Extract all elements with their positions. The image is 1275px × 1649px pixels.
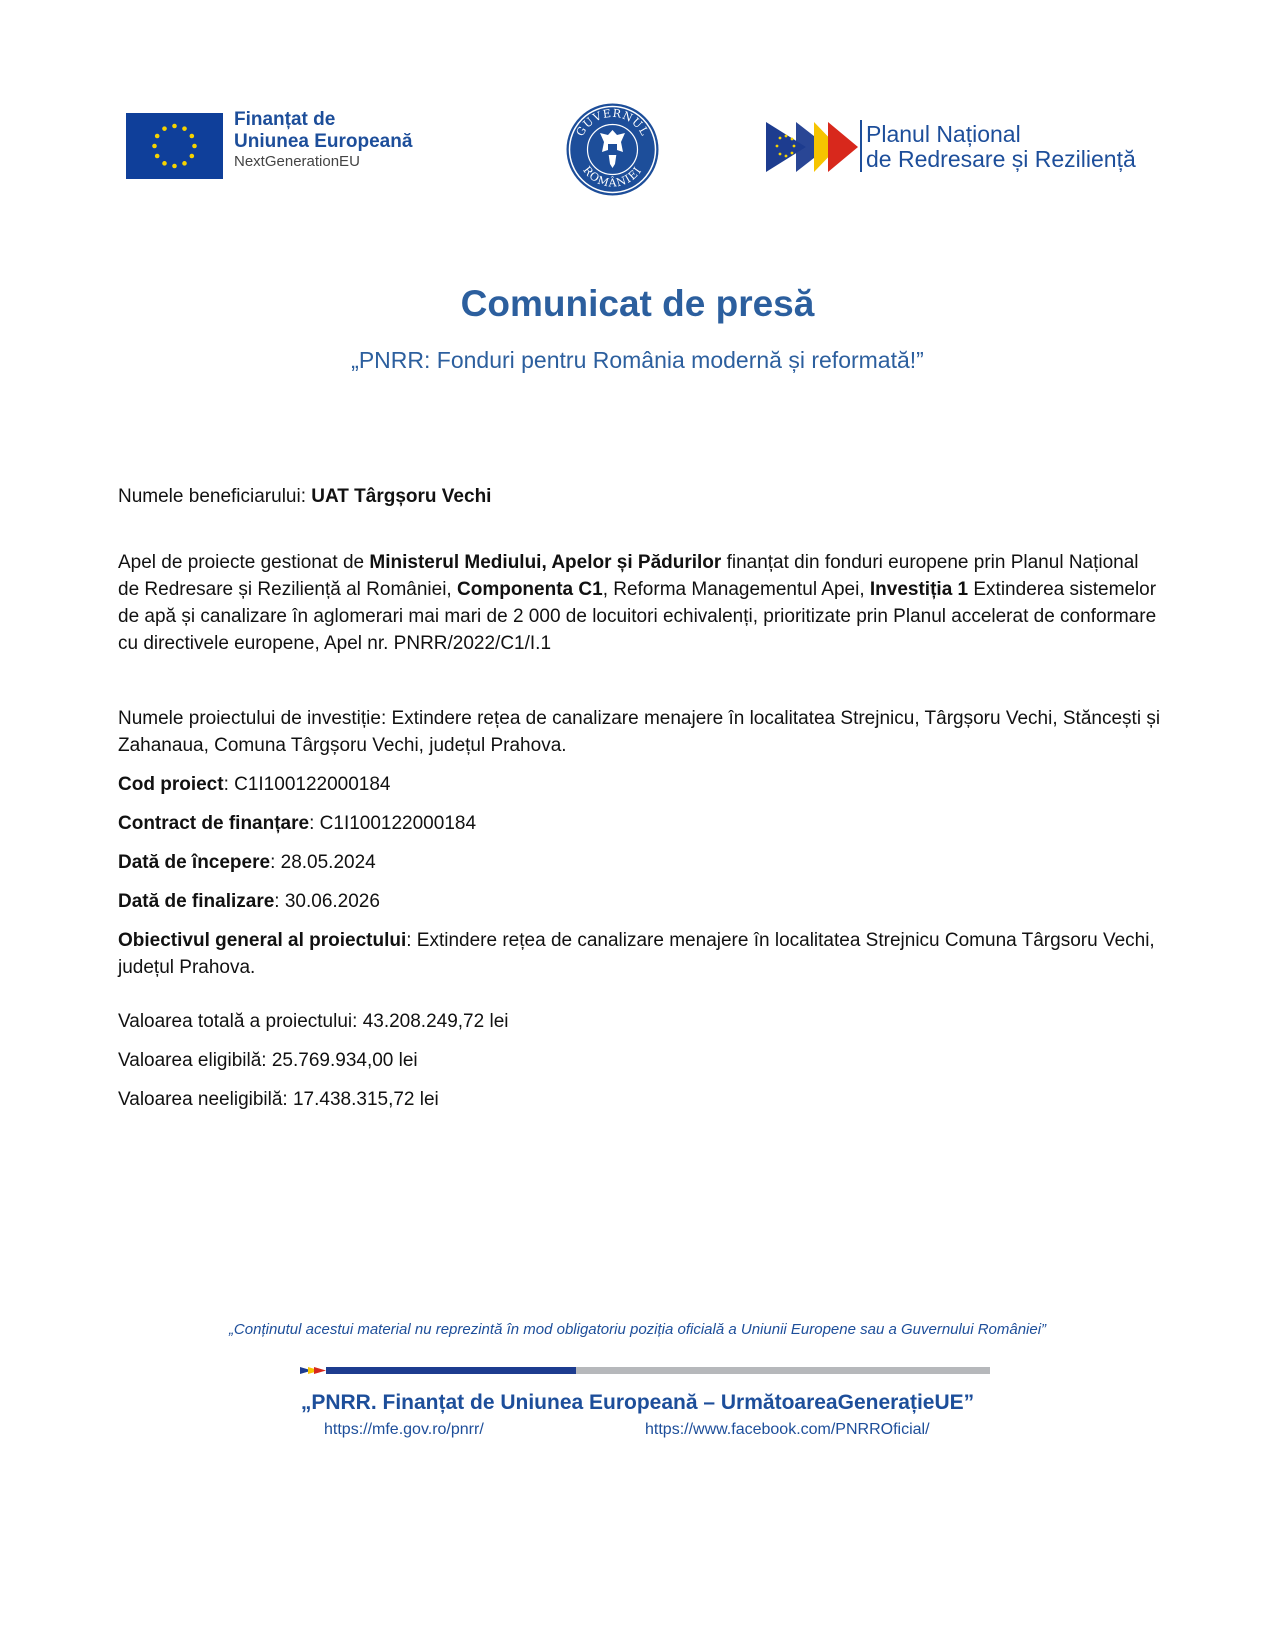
eu-flag-icon	[126, 113, 223, 179]
eu-star-icon	[182, 126, 187, 131]
call-text-2: finanțat din fonduri europene prin Planul Național de Redresare și Reziliență al României,	[118, 552, 1139, 600]
eu-logo-line2: Uniunea Europeană	[234, 131, 413, 152]
call-paragraph	[118, 549, 1163, 657]
eu-star-icon	[155, 134, 160, 139]
project-name-value: Extindere rețea de canalizare menajere în localitatea Strejnicu, Târgșoru Vechi, Stăncești și Zahanaua, Comuna Târgșoru Vechi, județul Prahova.	[118, 708, 1161, 756]
eu-logo-line1: Finanțat de	[234, 109, 336, 130]
footer-divider-bar	[300, 1361, 990, 1368]
call-text-3: , Reforma Managementul Apei,	[602, 579, 870, 600]
field-label: Dată de finalizare	[118, 891, 275, 912]
field-value: : C1I100122000184	[309, 813, 477, 834]
beneficiary-label: Numele beneficiarului:	[118, 486, 312, 507]
field-label: Cod proiect	[118, 774, 224, 795]
project-name-label: Numele proiectului de investiție:	[118, 708, 392, 729]
eu-star-icon	[162, 126, 167, 131]
page-title: Comunicat de presă	[460, 283, 815, 324]
field-value: : C1I100122000184	[223, 774, 391, 795]
objective-paragraph	[118, 927, 1163, 981]
eu-star-icon	[182, 161, 187, 166]
footer-link-mfe[interactable]: https://mfe.gov.ro/pnrr/	[324, 1421, 484, 1438]
field-financing-contract	[118, 810, 1163, 837]
field-value: : 30.06.2026	[274, 891, 380, 912]
field-project-code	[118, 771, 1163, 798]
project-name-paragraph	[118, 705, 1163, 759]
eu-star-icon	[162, 161, 167, 166]
footer-slogan: „PNRR. Finanțat de Uniunea Europeană – UrmătoareaGenerațieUE”	[300, 1391, 975, 1414]
footer-disclaimer: „Conținutul acestui material nu reprezintă în mod obligatoriu poziția oficială a Uniunii Europene sau a Guvernului României”	[228, 1321, 1047, 1338]
ineligible-value: Valoarea neeligibilă: 17.438.315,72 lei	[118, 1089, 439, 1110]
call-component: Componenta C1	[457, 579, 603, 600]
seal-bottom-text: ROMÂNIEI	[580, 163, 645, 190]
total-value: Valoarea totală a proiectului: 43.208.249,72 lei	[118, 1011, 509, 1032]
call-text-1: Apel de proiecte gestionat de	[118, 552, 370, 573]
field-label: Contract de finanțare	[118, 813, 310, 834]
call-text-4: Extinderea sistemelor de apă și canalizare în aglomerari mai mari de 2 000 de locuitori echivalenți, prioritizate prin Planul accelerat de conformare cu directivele europene, Apel nr. PNRR/2022/C1/I.1	[118, 579, 1157, 654]
eligible-value: Valoarea eligibilă: 25.769.934,00 lei	[118, 1050, 418, 1071]
pnrr-logo-line2: de Redresare și Reziliență	[866, 146, 1136, 172]
eu-star-icon	[152, 144, 157, 149]
pnrr-logo-line1: Planul Național	[866, 121, 1021, 147]
eu-star-icon	[172, 124, 177, 129]
seal-top-text: GUVERNUL	[573, 106, 652, 139]
eu-star-icon	[190, 154, 195, 159]
field-end-date	[118, 888, 1163, 915]
eu-star-icon	[172, 164, 177, 169]
objective-value: : Extindere rețea de canalizare menajere în localitatea Strejnicu Comuna Târgsoru Vechi, județul Prahova.	[118, 930, 1155, 978]
field-label: Dată de începere	[118, 852, 271, 873]
field-value: : 28.05.2024	[270, 852, 376, 873]
page-subtitle: „PNRR: Fonduri pentru România modernă și reformată!”	[351, 347, 924, 373]
government-seal-icon	[565, 102, 660, 197]
eu-star-icon	[192, 144, 197, 149]
call-ministry: Ministerul Mediului, Apelor și Pădurilor	[369, 552, 722, 573]
objective-label: Obiectivul general al proiectului	[118, 930, 407, 951]
eu-logo-line3: NextGenerationEU	[234, 153, 360, 170]
eu-funding-logo-text	[234, 110, 412, 169]
beneficiary-line	[118, 483, 1163, 510]
pnrr-arrows-icon	[766, 122, 861, 172]
pnrr-logo-text	[866, 122, 1136, 172]
footer-link-facebook[interactable]: https://www.facebook.com/PNRROficial/	[645, 1421, 930, 1438]
eu-star-icon	[155, 154, 160, 159]
beneficiary-value: UAT Târgșoru Vechi	[311, 486, 492, 507]
pnrr-logo-divider	[860, 120, 862, 172]
call-investment: Investiția 1	[869, 579, 969, 600]
field-start-date	[118, 849, 1163, 876]
eu-star-icon	[190, 134, 195, 139]
